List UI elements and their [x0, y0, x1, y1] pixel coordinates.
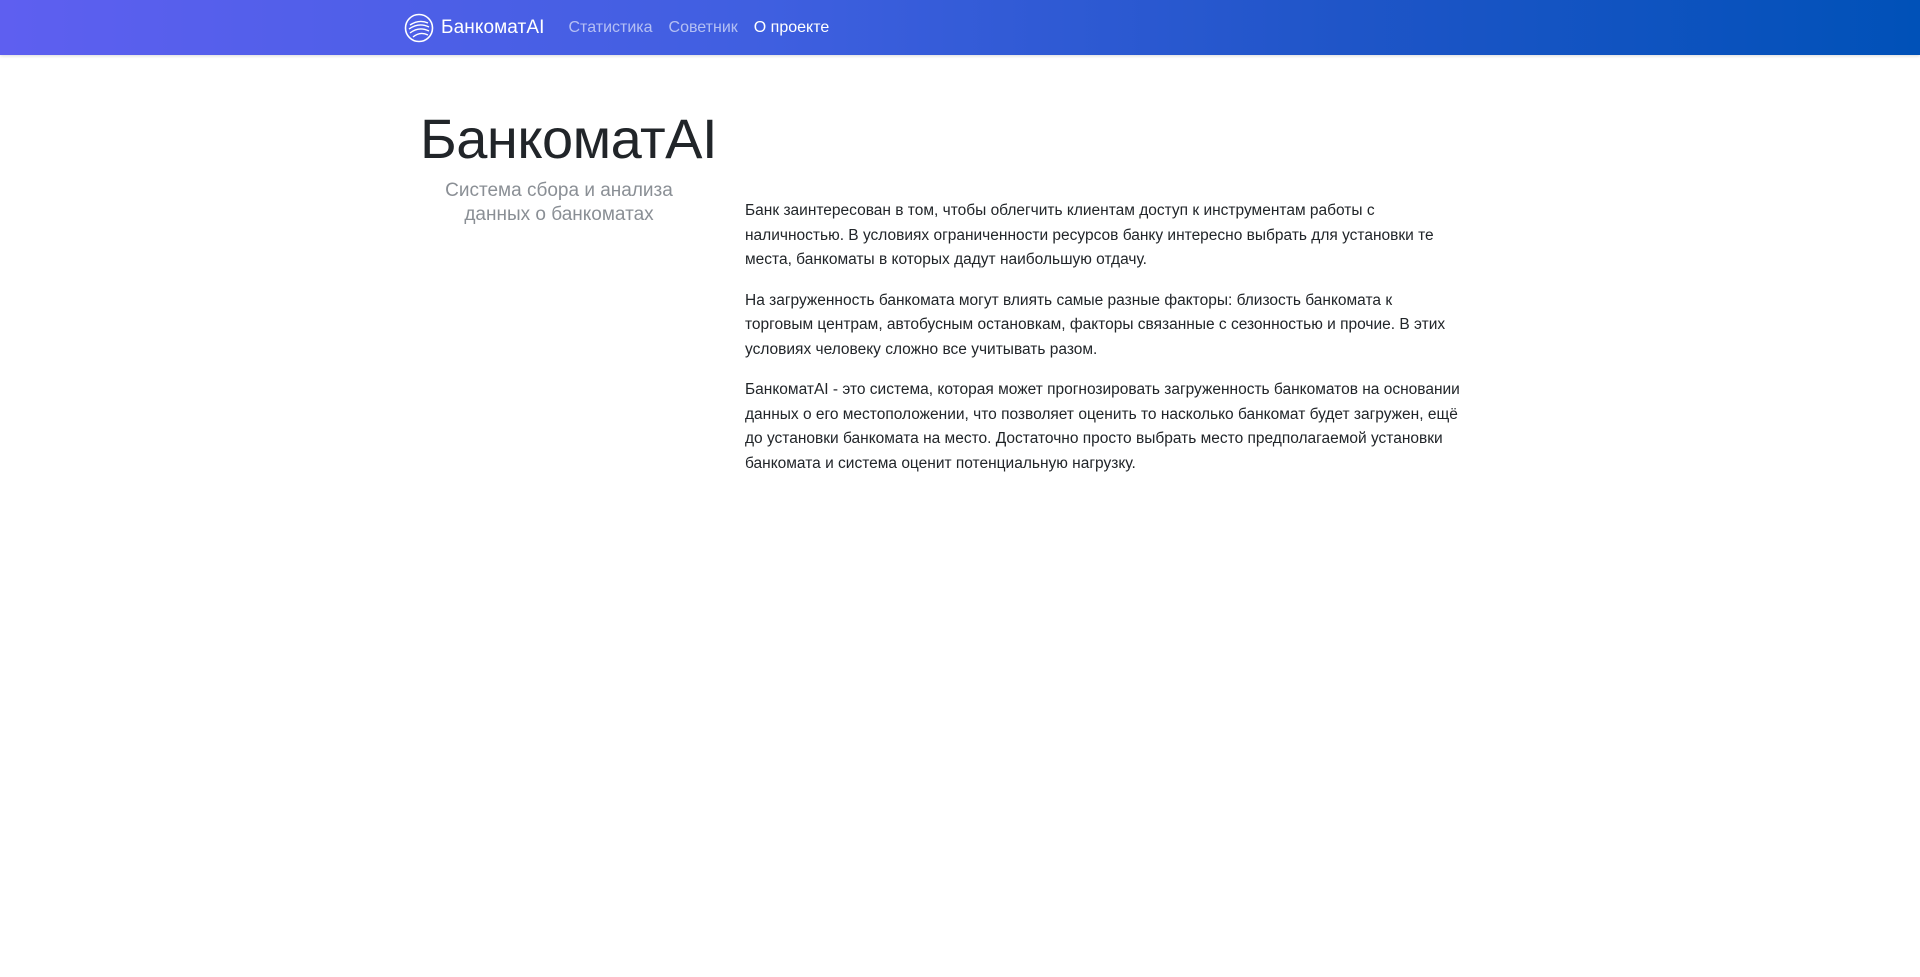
page-title-main: Банкомат: [420, 107, 666, 170]
about-paragraph-3: БанкоматAI - это система, которая может прогнозировать загруженность банкоматов на основании данных о его местоположении, что позволяет оценить то насколько банкомат будет загружен, ещё до установки банкомата на место. Достаточно просто выбрать место предполагаемой установки банкомата и система оценит потенциальную нагрузку.: [745, 381, 1460, 472]
about-paragraph-1: Банк заинтересован в том, чтобы облегчить клиентам доступ к инструментам работы с наличностью. В условиях ограниченности ресурсов банку интересно выбрать для установки те места, банкоматы в которых дадут наибольшую отдачу.: [745, 202, 1434, 268]
top-navbar: [0, 0, 1920, 55]
globe-logo-icon: [404, 13, 434, 43]
nav-link-statistics[interactable]: Статистика: [568, 18, 653, 36]
nav-link-about[interactable]: О проекте: [753, 18, 830, 36]
page-title: [420, 106, 717, 171]
page-title-accent: AI: [665, 107, 718, 170]
brand-name: БанкоматAI: [441, 16, 545, 38]
brand-link[interactable]: [404, 13, 545, 43]
page-subtitle: Система сбора и анализа данных о банкоматах: [445, 180, 673, 225]
nav-link-advisor[interactable]: Советник: [668, 18, 738, 36]
about-content: [745, 199, 1460, 492]
about-paragraph-2: На загруженность банкомата могут влиять самые разные факторы: близость банкомата к торговым центрам, автобусным остановкам, факторы связанные с сезонностью и прочие. В этих условиях человеку сложно все учитывать разом.: [745, 291, 1446, 358]
navbar-container: [404, 0, 845, 55]
